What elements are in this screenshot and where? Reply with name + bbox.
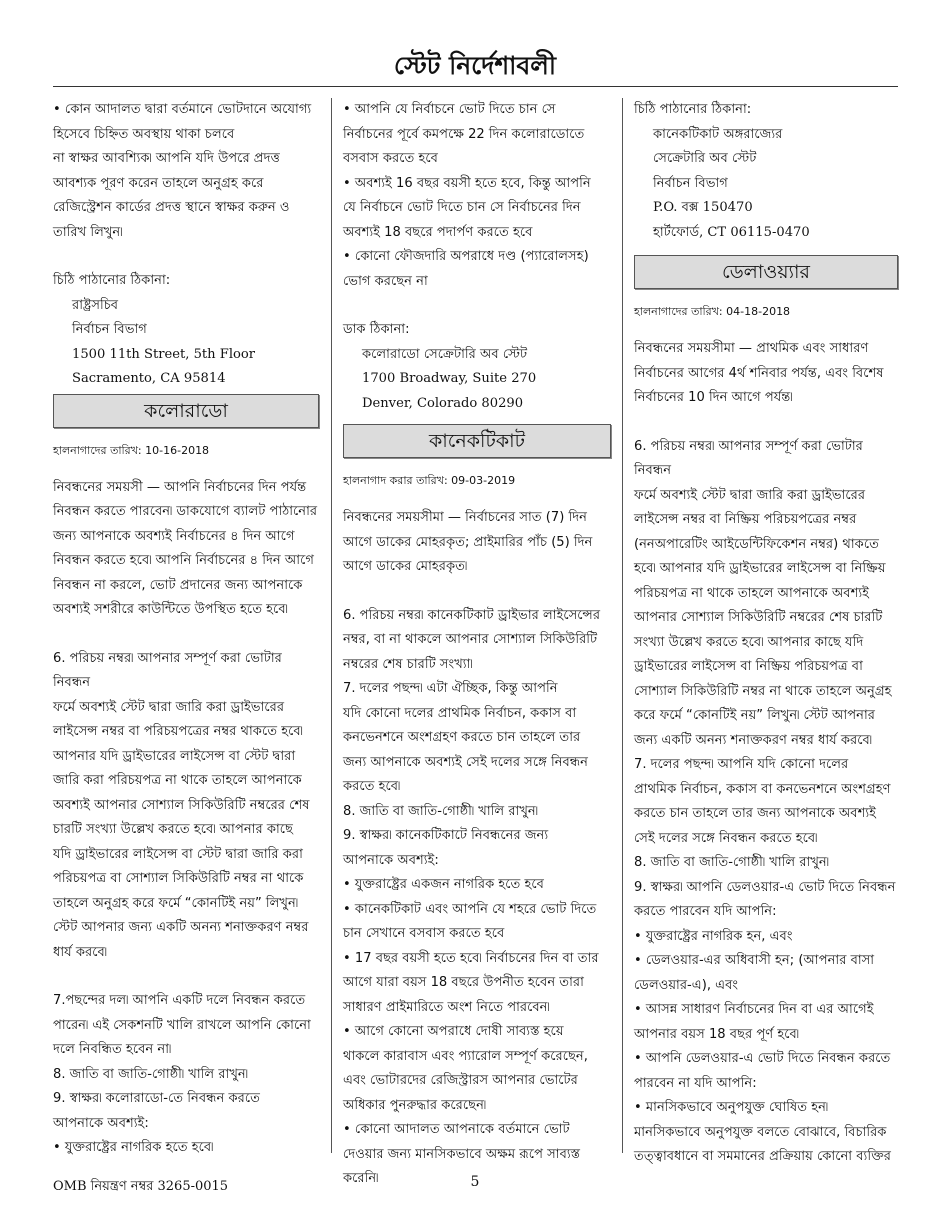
text-line: আপনাকে অবশ্যই: (53, 1115, 149, 1131)
text-line: • কোনো ফৌজদারি অপরাধে দণ্ড (প্যারোলসহ) (343, 249, 589, 264)
text-line: কানেকটিকাট অঙ্গরাজ্যের (653, 126, 783, 142)
text-line: পারবেন না যদি আপনি: (634, 1075, 757, 1091)
text-line: আগে ডাকের মোহরকৃত৷ (343, 559, 468, 574)
text-line: চারটি সংখ্যা উল্লেখ করতে হবে৷ আপনার কাছে (53, 822, 293, 837)
text-line: করতে পারবেন যদি আপনি: (634, 904, 777, 919)
text-line: তাহলে অনুগ্রহ করে ফর্মে “কোনটিই নয়” লিখুন৷ (53, 895, 299, 911)
text-line: করতে চান তাহলে তার জন্য আপনাকে অবশ্যই (634, 806, 876, 821)
text-line: সাধারণ প্রাইমারিতে অংশ নিতে পারবেন৷ (343, 999, 550, 1015)
text-line: আপনার সোশ্যাল সিকিউরিটি নম্বরের শেষ চারটি (634, 610, 883, 625)
delaware-instructions-text (634, 435, 898, 1170)
text-line: হার্টফোর্ড, CT 06115-0470 (653, 224, 810, 240)
omb-control-number: OMB নিয়ন্ত্রণ নম্বর 3265-0015 (53, 1179, 229, 1194)
text-line: আগে ডাকের মোহরকৃত; প্রাইমারির পাঁচ (5) দিন (343, 534, 593, 550)
california-signature-text (53, 98, 319, 245)
text-line: কনভেনশনে অংশগ্রহণ করতে চান তাহলে তার (343, 730, 581, 745)
text-line: পরিচয়পত্র বা সোশ্যাল সিকিউরিটি নম্বর না থাকে (53, 871, 304, 886)
text-line: জন্য একটি অনন্য শনাক্তকরণ নম্বর ধার্য করবে৷ (634, 732, 872, 748)
updated-date: হালনাগাদ করার তারিখ: 09-03-2019 (343, 474, 516, 487)
text-line: জারি করা পরিচয়পত্র না থাকে তাহলে আপনাকে (53, 773, 302, 788)
text-line: নির্বাচন বিভাগ (653, 175, 728, 191)
text-line: নির্বাচন বিভাগ (72, 322, 147, 337)
text-line: আগে যারা বয়স 18 বছরে উপনীত হবেন তারা (343, 975, 584, 990)
text-line: সংখ্যা উল্লেখ করতে হবে৷ আপনার কাছে যদি (634, 634, 864, 650)
text-line: প্রাথমিক নির্বাচন, ককাস বা কনভেনশনে অংশগ্রহণ (634, 781, 891, 797)
text-line: 8. জাতি বা জাতি-গোষ্ঠী৷ খালি রাখুন৷ (343, 803, 538, 819)
text-line: জন্য আপনাকে অবশ্যই সেই দলের সঙ্গে নিবন্ধন (343, 754, 588, 770)
connecticut-registration-deadline (343, 506, 611, 580)
text-line: লাইসেন্স নম্বর বা পরিচয়পত্রের নম্বর থাকতে হবে৷ (53, 724, 303, 739)
title-divider (53, 86, 898, 87)
text-line: করেনি৷ (343, 1171, 379, 1186)
text-line: 7.পছন্দের দল৷ আপনি একটি দলে নিবন্ধন করতে (53, 993, 306, 1008)
text-line: থাকলে কারাবাস এবং প্যারোল সম্পূর্ণ করেছেন, (343, 1048, 588, 1064)
text-line: নির্বাচনের পূর্বে কমপক্ষে 22 দিন কলোরাডোতে (343, 126, 585, 142)
text-line: Sacramento, CA 95814 (72, 371, 226, 386)
text-line: P.O. বক্স 150470 (653, 200, 753, 215)
text-line: • কোনো আদালত আপনাকে বর্তমানে ভোট (343, 1122, 570, 1137)
text-line: যে নির্বাচনে ভোট দিতে চান সে নির্বাচনের দিন (343, 200, 581, 215)
column-3 (634, 98, 898, 1164)
text-line: সেক্রেটারি অব স্টেট (653, 151, 757, 166)
page-number: 5 (470, 1174, 480, 1190)
connecticut-mailing-address (634, 123, 898, 246)
text-line: আপনার যদি ড্রাইভারের লাইসেন্স বা স্টেট দ্বারা (53, 748, 296, 764)
text-line: 1500 11th Street, 5th Floor (72, 346, 256, 362)
text-line: বসবাস করতে হবে (343, 151, 438, 166)
text-line: সেই দলের সঙ্গে নিবন্ধন করতে হবে৷ (634, 830, 818, 846)
text-line: • আপনি ডেলওয়ার-এ ভোট দিতে নিবন্ধন করতে (634, 1051, 891, 1066)
text-line: ভোগ করছেন না (343, 273, 428, 289)
text-line: • আসন্ন সাধারণ নির্বাচনের দিন বা এর আগেই (634, 1002, 874, 1017)
text-line: করে ফর্মে “কোনটিই নয়” লিখুন৷ স্টেট আপনার (634, 708, 875, 723)
text-line: ড্রাইভারের লাইসেন্স বা নিষ্ক্রিয় পরিচয়পত্র বা (634, 659, 863, 674)
updated-date: হালনাগাদের তারিখ: 10-16-2018 (53, 443, 210, 457)
text-line: আবশ্যক পূরণ করেন তাহলে অনুগ্রহ করে (53, 175, 264, 191)
text-line: (ননঅপারেটিং আইডেন্টিফিকেশন নম্বর) থাকতে (634, 536, 879, 552)
text-line: • আগে কোনো অপরাধে দোষী সাব্যস্ত হয়ে (343, 1024, 564, 1039)
text-line: চান সেখানে বসবাস করতে হবে (343, 926, 505, 941)
column-2 (343, 98, 611, 1186)
text-line: 7. দলের পছন্দ৷ এটা ঐচ্ছিক, কিন্তু আপনি (343, 681, 558, 696)
text-line: লাইসেন্স নম্বর বা নিষ্ক্রিয় পরিচয়পত্রের নম্বর (634, 512, 857, 527)
text-line: • যুক্তরাষ্ট্রের নাগরিক হতে হবে৷ (53, 1140, 214, 1155)
text-line: স্টেট আপনার জন্য একটি অনন্য শনাক্তকরণ নম্বর (53, 920, 309, 935)
mailing-address-label: চিঠি পাঠানোর ঠিকানা: (634, 102, 752, 117)
text-line: নিবন্ধনের সময়সীমা — প্রাথমিক এবং সাধারণ (634, 341, 869, 356)
text-line: ফর্মে অবশ্যই স্টেট দ্বারা জারি করা ড্রাইভারের (634, 487, 866, 503)
text-line: নম্বর, বা না থাকলে আপনার সোশ্যাল সিকিউরিটি (343, 632, 598, 647)
text-line: এবং ভোটারদের রেজিস্ট্রারস আপনার ভোটের (343, 1073, 578, 1088)
text-line: ধার্য করবে৷ (53, 944, 107, 960)
text-line: নির্বাচনের 10 দিন আগে পর্যন্ত৷ (634, 390, 793, 405)
text-line: 7. দলের পছন্দ৷ আপনি যদি কোনো দলের (634, 757, 849, 772)
text-line: করতে হবে৷ (343, 779, 401, 794)
text-line: না স্বাক্ষর আবশ্যিক৷ আপনি যদি উপরে প্রদত্ত (53, 151, 280, 166)
text-line: নিবন্ধন করতে হবে৷ আপনি নির্বাচনের ৪ দিন আগে (53, 553, 315, 568)
text-line: অবশ্যই আপনার সোশ্যাল সিকিউরিটি নম্বরের শেষ (53, 797, 310, 813)
text-line: অবশ্যই সশরীরে কাউন্টিতে উপস্থিত হতে হবে৷ (53, 602, 288, 617)
text-line: নম্বরের শেষ চারটি সংখ্যা৷ (343, 656, 473, 672)
text-line: 6. পরিচয় নম্বর৷ আপনার সম্পূর্ণ করা ভোটার নিবন্ধন (634, 438, 863, 478)
text-line: 9. স্বাক্ষর৷ কলোরাডো-তে নিবন্ধন করতে (53, 1091, 260, 1106)
text-line: 8. জাতি বা জাতি-গোষ্ঠী৷ খালি রাখুন৷ (634, 855, 829, 870)
text-line: 8. জাতি বা জাতি-গোষ্ঠী৷ খালি রাখুন৷ (53, 1066, 248, 1082)
colorado-party-and-signature-text (53, 989, 319, 1161)
text-line: নিবন্ধন করতে পারবেন৷ ডাকযোগে ব্যালট পাঠানোর (53, 504, 318, 519)
updated-date: হালনাগাদের তারিখ: 04-18-2018 (634, 305, 791, 318)
text-line: সোশ্যাল সিকিউরিটি নম্বর না থাকে তাহলে অনুগ্রহ (634, 683, 892, 699)
text-line: ডেলওয়ার-এ), এবং (634, 977, 739, 993)
text-line: রেজিস্ট্রেশন কার্ডের প্রদত্ত স্থানে স্বাক্ষর করুন ও (53, 200, 290, 215)
mailing-address-label: ডাক ঠিকানা: (343, 322, 410, 337)
column-1 (53, 98, 319, 1153)
text-line: অধিকার পুনরুদ্ধার করেছেন৷ (343, 1097, 487, 1113)
colorado-signature-requirements (343, 98, 611, 294)
text-line: যদি ড্রাইভারের লাইসেন্স বা স্টেট দ্বারা জারি করা (53, 846, 303, 862)
text-line: পারেন৷ এই সেকশনটি খালি রাখলে আপনি কোনো (53, 1017, 311, 1033)
text-line: হবে৷ আপনার যদি ড্রাইভারের লাইসেন্স বা নিষ্ক্রিয় (634, 561, 886, 576)
text-line: তত্ত্বাবধানে বা সমমানের প্রক্রিয়ায় কোনো ব্যক্তির (634, 1149, 892, 1164)
text-line: অবশ্যই 18 বছরে পদার্পণ করতে হবে (343, 224, 533, 240)
text-line: 6. পরিচয় নম্বর৷ কানেকটিকাট ড্রাইভার লাইসেন্সের (343, 607, 601, 623)
text-line: নিবন্ধনের সময়সীমা — নির্বাচনের সাত (7) দিন (343, 510, 587, 525)
colorado-mailing-address (343, 343, 611, 417)
text-line: কলোরাডো সেক্রেটারি অব স্টেট (362, 346, 528, 362)
text-line: • মানসিকভাবে অনুপযুক্ত ঘোষিত হন৷ (634, 1100, 829, 1115)
delaware-registration-deadline (634, 337, 898, 411)
colorado-id-number-text (53, 647, 319, 966)
column-divider (331, 98, 332, 1153)
page-title: স্টেট নির্দেশাবলী (393, 51, 557, 80)
text-line: • অবশ্যই 16 বছর বয়সী হতে হবে, কিন্তু আপনি (343, 175, 591, 191)
text-line: ফর্মে অবশ্যই স্টেট দ্বারা জারি করা ড্রাইভারের (53, 699, 285, 715)
text-line: 9. স্বাক্ষর৷ আপনি ডেলওয়ার-এ ভোট দিতে নিবন্ধন (634, 879, 896, 895)
text-line: • যুক্তরাষ্ট্রের একজন নাগরিক হতে হবে (343, 877, 544, 892)
text-line: 6. পরিচয় নম্বর৷ আপনার সম্পূর্ণ করা ভোটার নিবন্ধন (53, 650, 282, 690)
text-line: Denver, Colorado 80290 (362, 395, 524, 411)
text-line: • কোন আদালত দ্বারা বর্তমানে ভোটদানে অযোগ্য (53, 102, 312, 117)
text-line: নিবন্ধনের সময়সী — আপনি নির্বাচনের দিন পর্যন্ত (53, 479, 307, 495)
text-line: আপনাকে অবশ্যই: (343, 852, 439, 868)
text-line: দলে নিবন্ধিত হবেন না৷ (53, 1042, 172, 1057)
text-line: দেওয়ার জন্য মানসিকভাবে অক্ষম রূপে সাব্যস্ত (343, 1146, 581, 1162)
colorado-registration-deadline (53, 476, 319, 623)
text-line: পরিচয়পত্র না থাকে তাহলে আপনাকে অবশ্যই (634, 585, 869, 601)
california-mailing-address (53, 294, 319, 392)
text-line: • যুক্তরাষ্ট্রের নাগরিক হন, এবং (634, 928, 793, 944)
text-line: • আপনি যে নির্বাচনে ভোট দিতে চান সে (343, 102, 556, 117)
text-line: 1700 Broadway, Suite 270 (362, 371, 537, 386)
text-line: হিসেবে চিহ্নিত অবস্থায় থাকা চলবে (53, 126, 235, 142)
state-heading-colorado: কলোরাডো (53, 394, 319, 428)
text-line: নির্বাচনের আগের 4র্থ শনিবার পর্যন্ত, এবং বিশেষ (634, 365, 884, 381)
text-line: নিবন্ধন না করলে, ভোট প্রদানের জন্য আপনাকে (53, 577, 303, 593)
state-heading-connecticut: কানেকটিকাট (343, 424, 611, 458)
text-line: জন্য আপনাকে অবশ্যই নির্বাচনের ৪ দিন আগে (53, 528, 295, 544)
text-line: আপনার বয়স 18 বছর পূর্ণ হবে৷ (634, 1026, 799, 1042)
text-line: যদি কোনো দলের প্রাথমিক নির্বাচন, ককাস বা (343, 705, 577, 721)
text-line: • ডেলওয়ার-এর অধিবাসী হন; (আপনার বাসা (634, 953, 875, 968)
text-line: • 17 বছর বয়সী হতে হবে৷ নির্বাচনের দিন বা তার (343, 950, 599, 966)
text-line: 9. স্বাক্ষর৷ কানেকটিকাটে নিবন্ধনের জন্য (343, 828, 549, 843)
connecticut-instructions-text (343, 604, 611, 1192)
text-line: মানসিকভাবে অনুপযুক্ত বলতে বোঝাবে, বিচারিক (634, 1124, 887, 1140)
mailing-address-label: চিঠি পাঠানোর ঠিকানা: (53, 273, 171, 288)
column-divider (622, 98, 623, 1153)
text-line: রাষ্ট্রসচিব (72, 297, 119, 313)
state-heading-delaware: ডেলাওয়্যার (634, 255, 898, 289)
text-line: তারিখ লিখুন৷ (53, 224, 123, 240)
text-line: • কানেকটিকাট এবং আপনি যে শহরে ভোট দিতে (343, 901, 597, 917)
